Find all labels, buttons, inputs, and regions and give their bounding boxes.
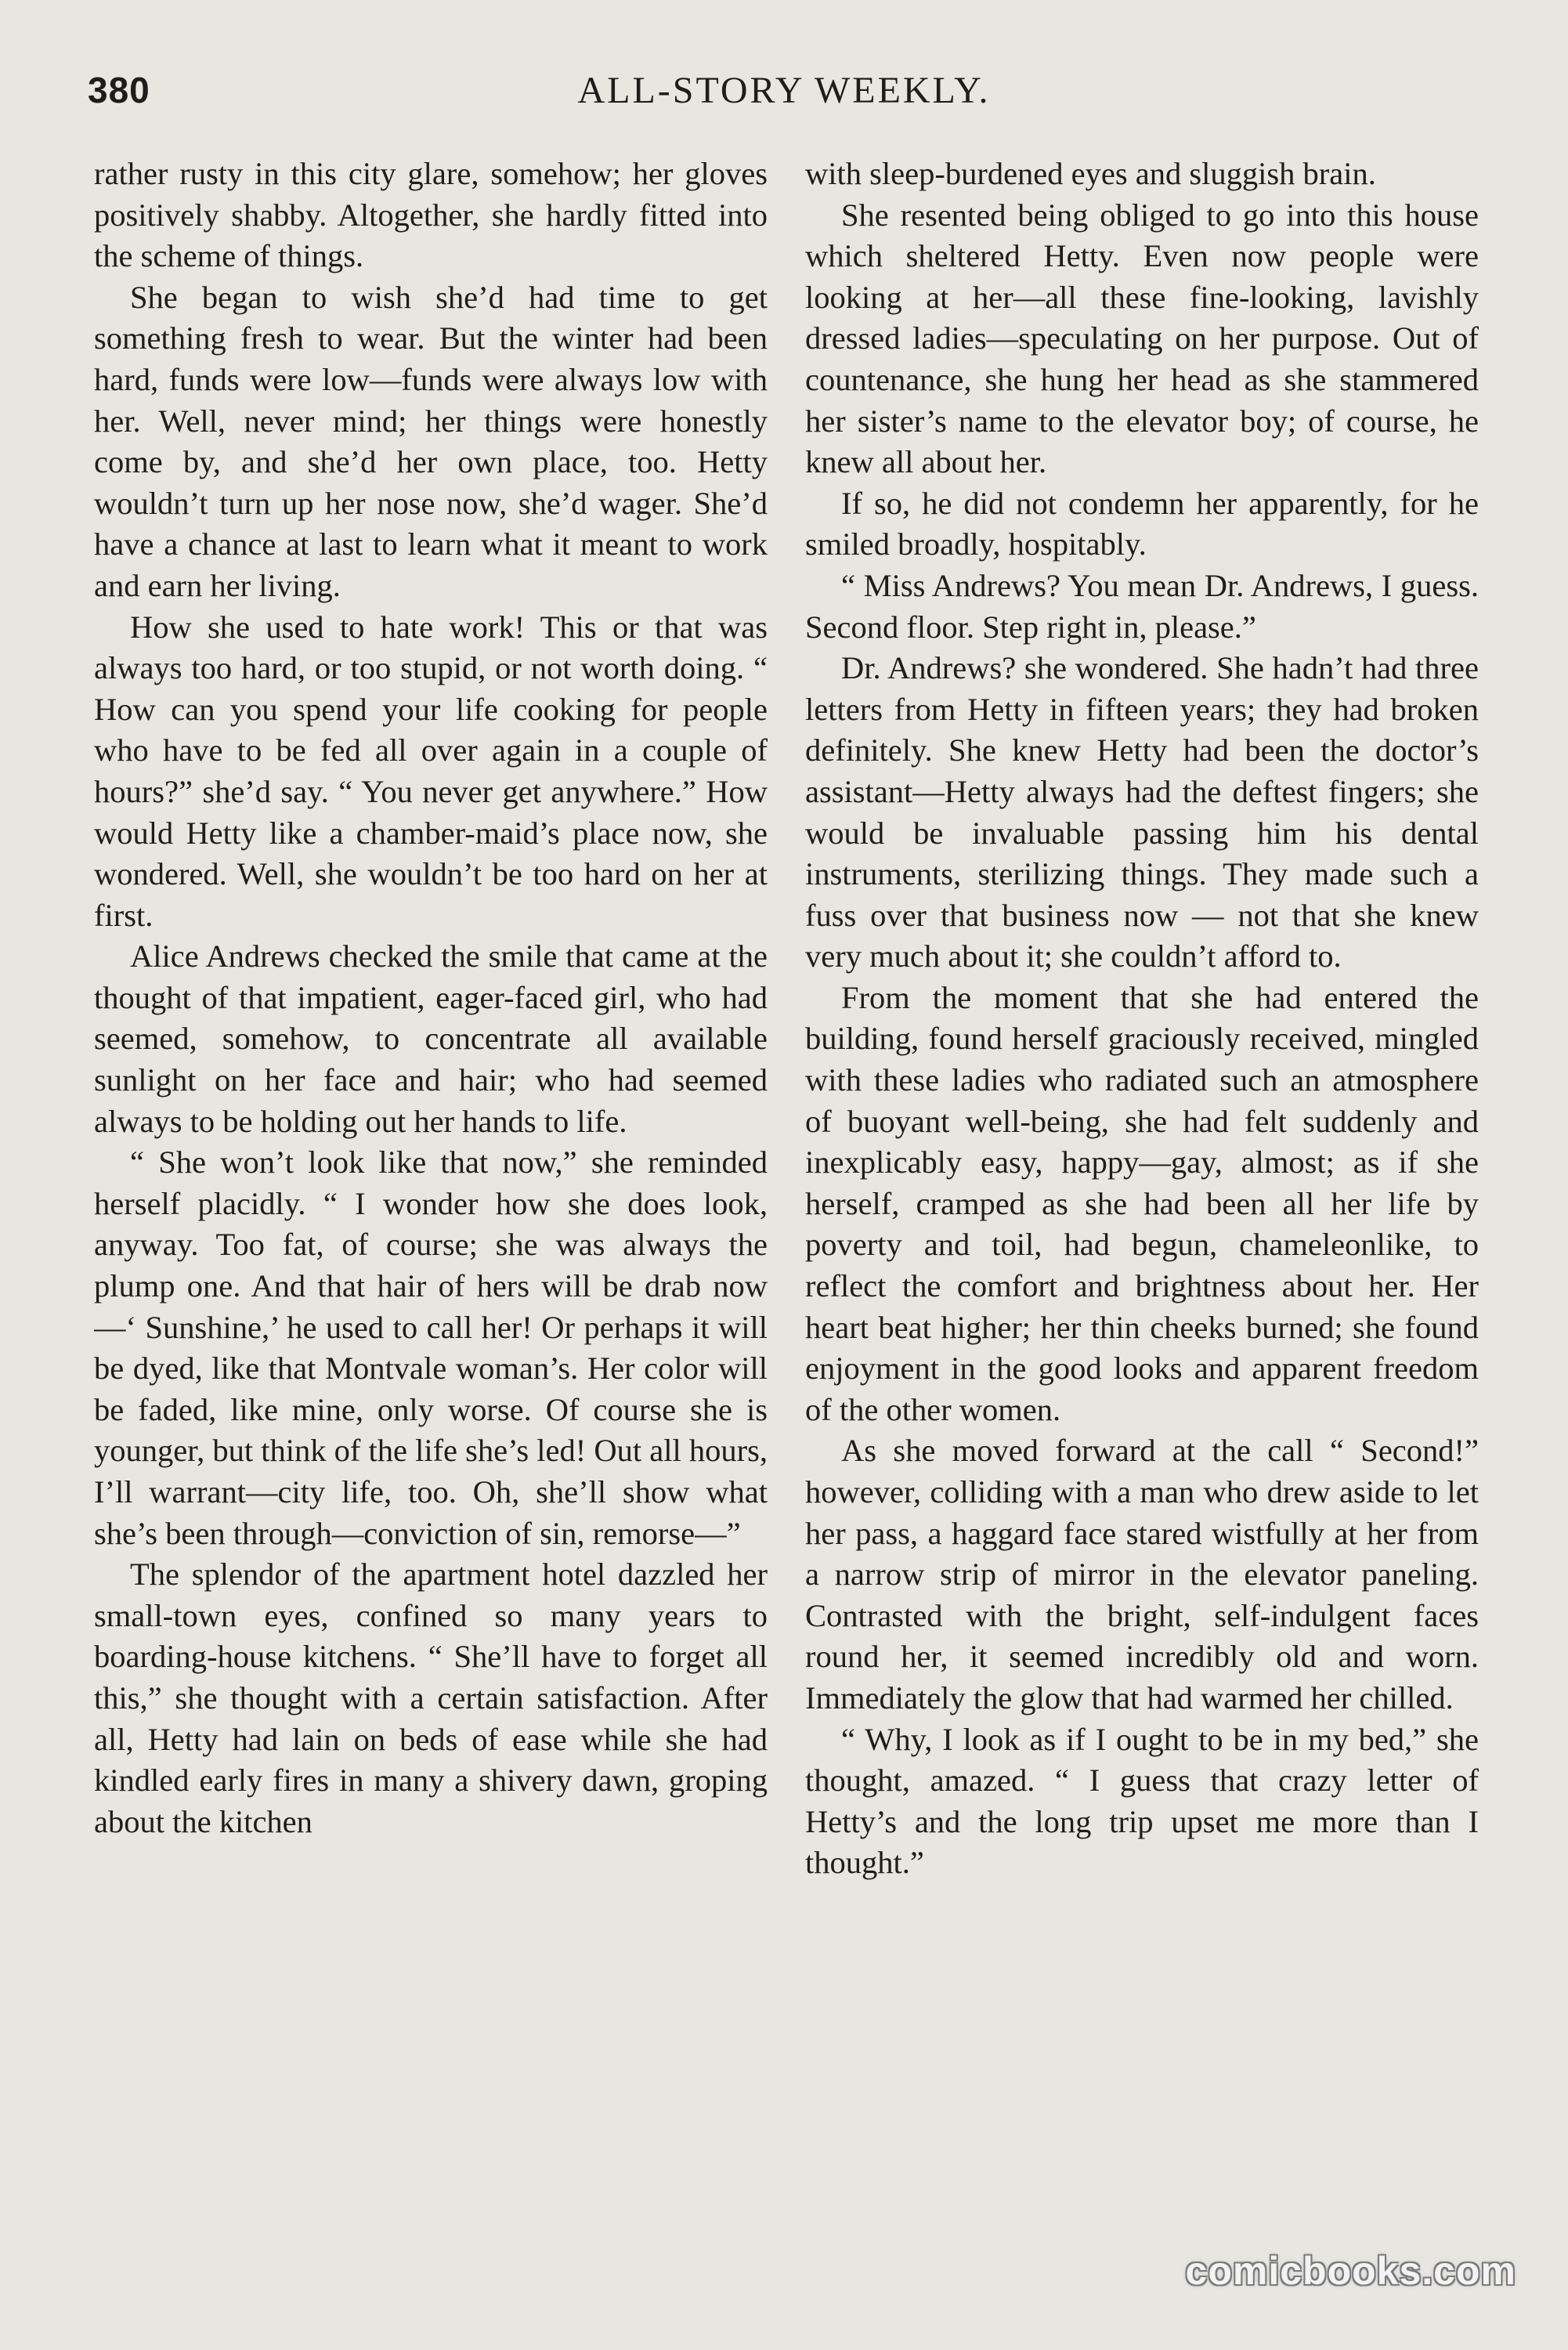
watermark: comicbooks.com [1185, 2249, 1516, 2293]
paragraph: From the moment that she had entered the building, found herself graciously received, mingled with these ladies who radiated such an atmosphere of buoyant well-being, she had felt suddenly and inexplicably easy, happy—gay, almost; as if she herself, cramped as she had been all her life by poverty and toil, had begun, chameleonlike, to reflect the comfort and brightness about her. Her heart beat higher; her thin cheeks burned; she found enjoyment in the good looks and apparent freedom of the other women. [805, 979, 1479, 1427]
paragraph: Alice Andrews checked the smile that came at the thought of that impatient, eager-faced girl, who had seemed, somehow, to concentrate all available sunlight on her face and hair; who had seemed always to be holding out her hands to life. [94, 938, 768, 1139]
paragraph: “ Miss Andrews? You mean Dr. Andrews, I guess. Second floor. Step right in, please.” [805, 567, 1479, 645]
paragraph: She began to wish she’d had time to get something fresh to wear. But the winter had been hard, funds were low—funds were always low with her. Well, never mind; her things were honestly come by, and she’d her own place, too. Hetty wouldn’t turn up her nose now, she’d wager. She’d have a chance at last to learn what it meant to work and earn her living. [94, 279, 768, 603]
paragraph: How she used to hate work! This or that was always too hard, or too stupid, or not worth doing. “ How can you spend your life cooking for people who have to be fed all over again in a couple of hours?” she’d say. “ You never get anywhere.” How would Hetty like a chamber-maid’s place now, she wondered. Well, she wouldn’t be too hard on her at first. [94, 609, 768, 933]
paragraph: As she moved forward at the call “ Second!” however, colliding with a man who drew aside to let her pass, a haggard face stared wistfully at her from a narrow strip of mirror in the elevator paneling. Contrasted with the bright, self-indulgent faces round her, it seemed incredibly old and worn. Immediately the glow that had warmed her chilled. [805, 1433, 1479, 1716]
running-head: ALL-STORY WEEKLY. [577, 70, 991, 111]
paragraph: If so, he did not condemn her apparently, for he smiled broadly, hospitably. [805, 485, 1479, 562]
paragraph: “ She won’t look like that now,” she reminded herself placidly. “ I wonder how she does look, anyway. Too fat, of course; she was always the plump one. And that hair of hers will be drab now—‘ Sunshine,’ he used to call her! Or perhaps it will be dyed, like that Montvale woman’s. Her color will be faded, like mine, only worse. Of course she is younger, but think of the life she’s led! Out all hours, I’ll warrant—city life, too. Oh, she’ll show what she’s been through—conviction of sin, remorse—” [94, 1144, 768, 1551]
paragraph: rather rusty in this city glare, somehow; her gloves positively shabby. Altogether, she hardly fitted into the scheme of things. [94, 156, 768, 274]
page-header [0, 69, 1568, 132]
left-column [94, 154, 768, 2269]
paragraph: Dr. Andrews? she wondered. She hadn’t had three letters from Hetty in fifteen years; they had broken definitely. She knew Hetty had been the doctor’s assistant—Hetty always had the deftest fingers; she would be invaluable passing him his dental instruments, sterilizing things. They made such a fuss over that business now — not that she knew very much about it; she couldn’t afford to. [805, 650, 1479, 974]
right-column [805, 154, 1479, 2269]
paragraph: She resented being obliged to go into this house which sheltered Hetty. Even now people were looking at her—all these fine-looking, lavishly dressed ladies—speculating on her purpose. Out of countenance, she hung her head as she stammered her sister’s name to the elevator boy; of course, he knew all about her. [805, 197, 1479, 480]
paragraph: “ Why, I look as if I ought to be in my bed,” she thought, amazed. “ I guess that crazy letter of Hetty’s and the long trip upset me more than I thought.” [805, 1721, 1479, 1881]
paragraph: The splendor of the apartment hotel dazzled her small-town eyes, confined so many years to boarding-house kitchens. “ She’ll have to forget all this,” she thought with a certain satisfaction. After all, Hetty had lain on beds of ease while she had kindled early fires in many a shivery dawn, groping about the kitchen [94, 1556, 768, 1839]
page-number: 380 [88, 70, 150, 110]
paragraph: with sleep-burdened eyes and sluggish brain. [805, 156, 1376, 191]
